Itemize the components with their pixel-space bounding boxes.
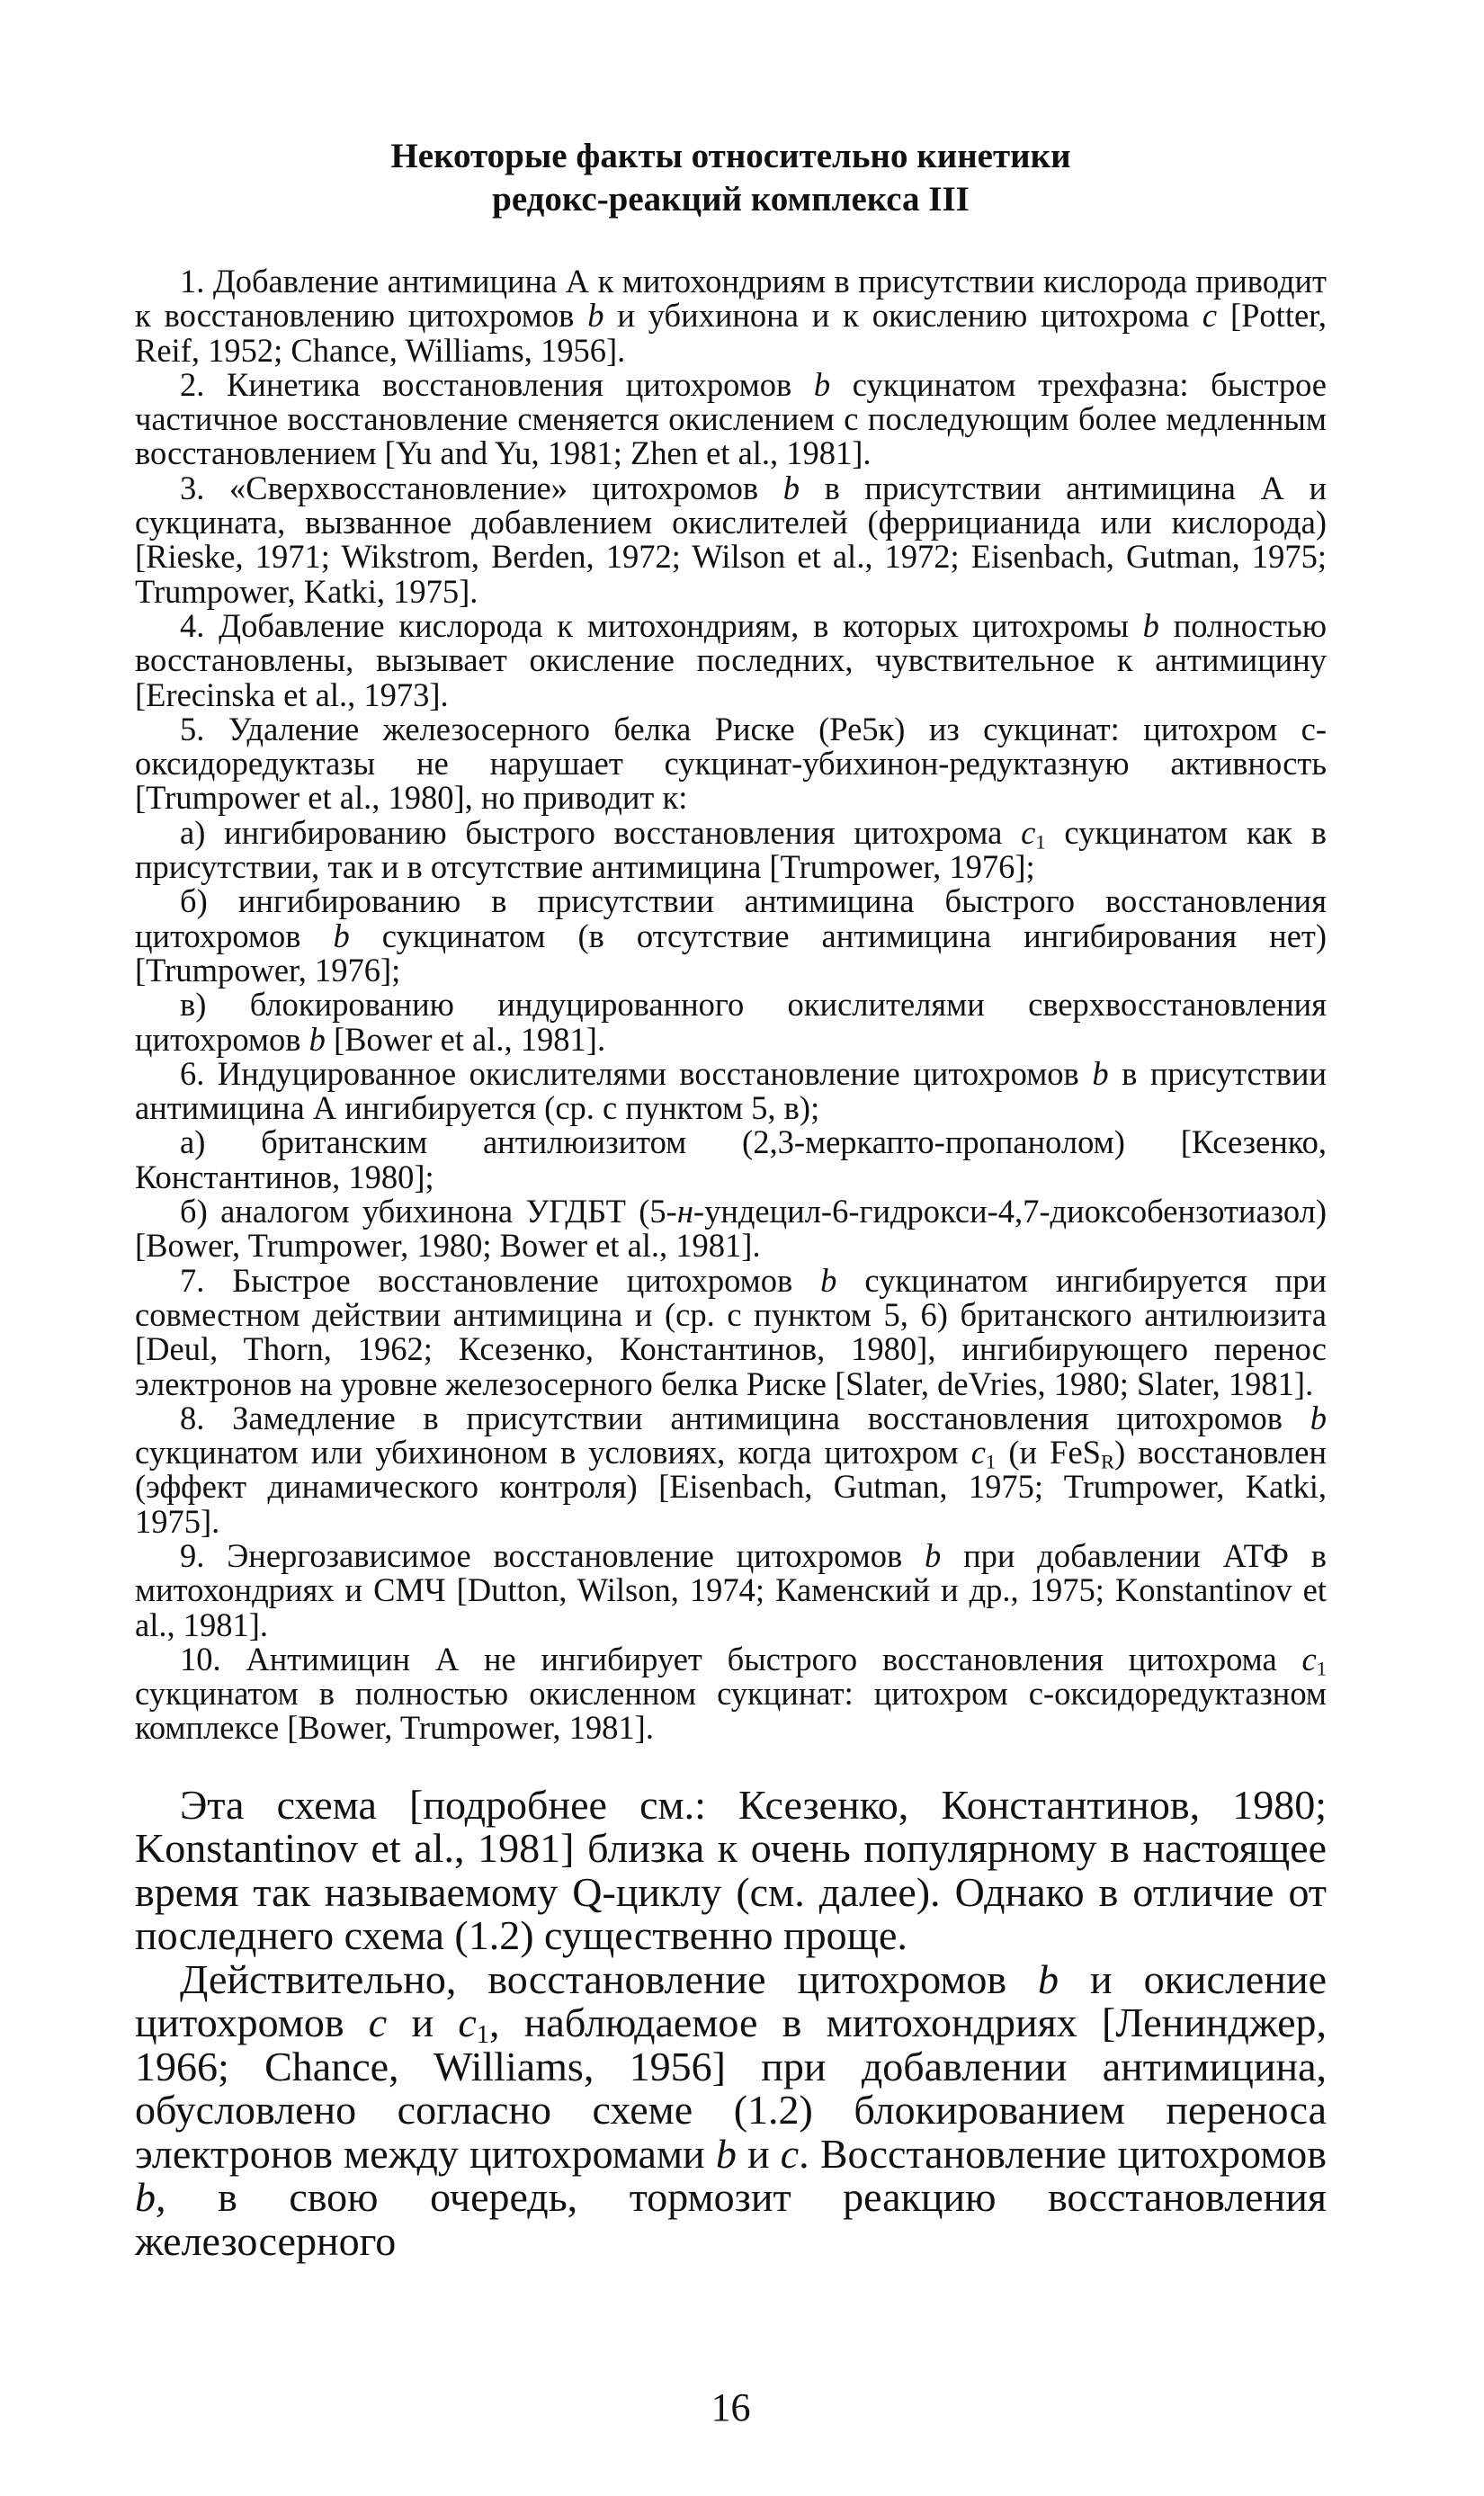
fact-subitem: б) аналогом убихинона УГДБТ (5-н-ундецил-6-гидрокси-4,7-диоксобензотиазол) [Bower, Trumpower, 1980; Bower et al., 1981]. — [135, 1193, 1327, 1265]
fact-subitem: б) ингибированию в присутствии антимицина быстрого восстановления цитохромов b сукцинатом (в отсутствие антимицина ингибирования нет) [Trumpower, 1976]; — [135, 882, 1327, 989]
fact-item: 8. Замедление в присутствии антимицина восстановления цитохромов b сукцинатом или убихиноном в условиях, когда цитохром $c_1$ (и FeS$_R$) восстановлен (эффект динамического контроля) [Eisenbach, Gutman, 1975; Trumpower, Katki, 1975]. — [135, 1399, 1327, 1540]
fact-subitem: а) ингибированию быстрого восстановления цитохрома $c_1$ сукцинатом как в присутствии, так и в отсутствие антимицина [Trumpower, 1976]; — [135, 813, 1328, 886]
fact-item: 6. Индуцированное окислителями восстановление цитохромов b в присутствии антимицина А ингибируется (ср. с пунктом 5, в); — [135, 1054, 1327, 1127]
body-text — [135, 1781, 1327, 2264]
body-paragraph: Действительно, восстановление цитохромов b и окисление цитохромов c и $c_1$, наблюдаемое в митохондриях [Ленинджер, 1966; Chance, Williams, 1956] при добавлении антимицина, обусловлено согласно схеме (1.2) блокированием переноса электронов между цитохромами b и c. Восстановление цитохромов b, в свою очередь, тормозит реакцию восстановления железосерного — [135, 1955, 1327, 2264]
body-paragraph: Эта схема [подробнее см.: Ксезенко, Константинов, 1980; Konstantinov et al., 1981] близка к очень популярному в настоящее время так называемому Q-циклу (см. далее). Однако в отличие от последнего схема (1.2) существенно проще. — [135, 1781, 1327, 1959]
fact-item: 3. «Сверхвосстановление» цитохромов b в присутствии антимицина А и сукцината, вызванное добавлением окислителей (феррицианида или кислорода) [Rieske, 1971; Wikstrom, Berden, 1972; Wilson et al., 1972; Eisenbach, Gutman, 1975; Trumpower, Katki, 1975]. — [135, 469, 1327, 610]
document-page — [135, 135, 1327, 2438]
fact-subitem: в) блокированию индуцированного окислителями сверхвосстановления цитохромов b [Bower et al., 1981]. — [135, 986, 1327, 1058]
fact-item: 2. Кинетика восстановления цитохромов b сукцинатом трехфазна: быстрое частичное восстановление сменяется окислением с последующим более медленным восстановлением [Yu and Yu, 1981; Zhen et al., 1981]. — [135, 365, 1327, 472]
fact-subitem: а) британским антилюизитом (2,3-меркапто-пропанолом) [Ксезенко, Константинов, 1980]; — [135, 1123, 1327, 1195]
title-line-2: редокс-реакций комплекса III — [492, 180, 970, 219]
fact-item: 10. Антимицин А не ингибирует быстрого восстановления цитохрома $c_1$ сукцинатом в полностью окисленном сукцинат: цитохром с-оксидоредуктазном комплексе [Bower, Trumpower, 1981]. — [135, 1640, 1327, 1747]
section-title — [135, 135, 1327, 221]
fact-item: 9. Энергозависимое восстановление цитохромов b при добавлении АТФ в митохондриях и СМЧ [Dutton, Wilson, 1974; Каменский и др., 1975; Konstantinov et al., 1981]. — [135, 1536, 1327, 1643]
fact-item: 5. Удаление железосерного белка Риске (Ре5к) из сукцинат: цитохром с-оксидоредуктазы не нарушает сукцинат-убихинон-редуктазную активность [Trumpower et al., 1980], но приводит к: — [135, 710, 1327, 817]
page-number: 16 — [711, 2385, 751, 2429]
title-line-1: Некоторые факты относительно кинетики — [390, 137, 1071, 175]
fact-item: 1. Добавление антимицина А к митохондриям в присутствии кислорода приводит к восстановлению цитохромов b и убихинона и к окислению цитохрома c [Potter, Reif, 1952; Chance, Williams, 1956]. — [135, 263, 1327, 369]
facts-list — [135, 264, 1327, 1746]
fact-item: 4. Добавление кислорода к митохондриям, в которых цитохромы b полностью восстановлены, вызывает окисление последних, чувствительное к антимицину [Erecinska et al., 1973]. — [135, 606, 1327, 713]
fact-item: 7. Быстрое восстановление цитохромов b сукцинатом ингибируется при совместном действии антимицина и (ср. с пунктом 5, 6) британского антилюизита [Deul, Thorn, 1962; Ксезенко, Константинов, 1980], ингибирующего перенос электронов на уровне железосерного белка Риске [Slater, deVries, 1980; Slater, 1981]. — [135, 1261, 1327, 1402]
